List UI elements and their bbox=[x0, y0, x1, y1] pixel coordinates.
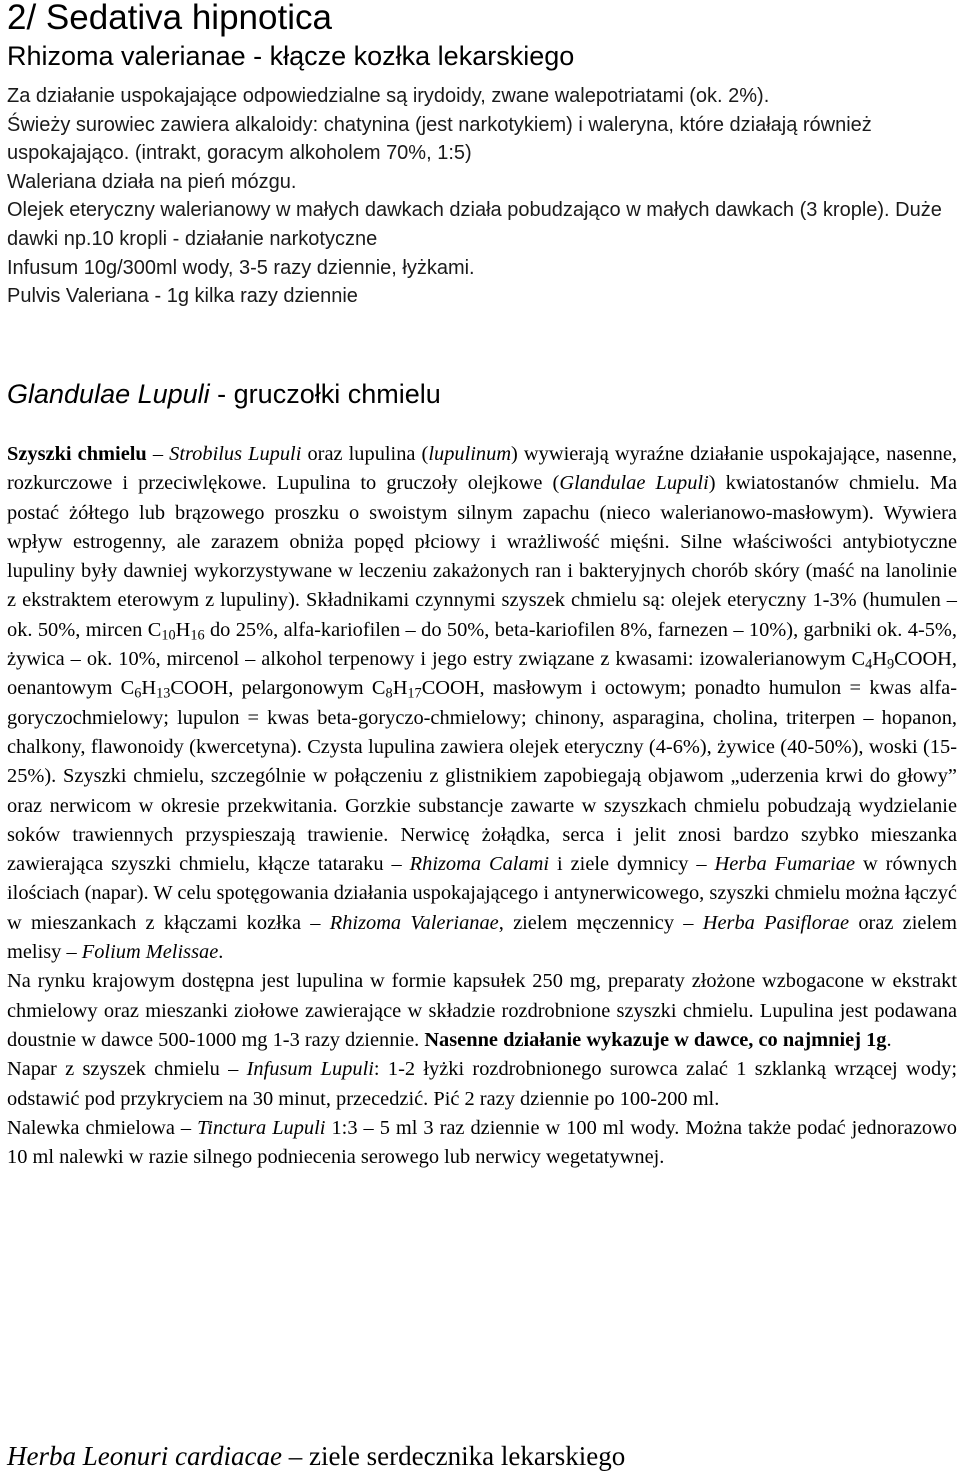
text-run: Szyszki chmielu bbox=[7, 443, 147, 465]
subscript: 6 bbox=[134, 685, 142, 702]
section-heading-valerian: Rhizoma valerianae - kłącze kozłka lekarskiego bbox=[7, 41, 575, 71]
paragraph bbox=[7, 967, 957, 1055]
paragraph: Pulvis Valeriana - 1g kilka razy dziennie bbox=[7, 285, 358, 308]
text-run: w równych ilościach (napar). W celu spotęgowania działania uspokajającego i antynerwicowego, szyszki chmielu można łączyć w mieszankach z kłączami kozłka – bbox=[7, 853, 958, 934]
paragraph bbox=[7, 1055, 957, 1114]
text-run: Rhizoma Calami bbox=[409, 853, 550, 876]
text-run: i ziele dymnicy – bbox=[549, 853, 715, 876]
text-run: Infusum Lupuli bbox=[246, 1058, 374, 1081]
text-run: ) wywierają wyraźne działanie uspokajające, nasenne, rozkurczowe i przeciwlękowe. Lupulina to gruczoły olejkowe ( bbox=[7, 443, 957, 495]
heading-polish-name: - gruczołki chmielu bbox=[209, 379, 441, 409]
text-run: Nalewka chmielowa – bbox=[7, 1116, 198, 1139]
paragraph: Olejek eteryczny walerianowy w małych dawkach działa pobudzająco w małych dawkach (3 krople). Duże dawki np.10 kropli - działanie narkotyczne bbox=[7, 199, 942, 250]
text-run: ) kwiatostanów chmielu. Ma postać żółtego lub brązowego proszku o swoistym silnym zapachu (nieco walerianowo-masłowym). Wywiera wpływ estrogenny, ale zarazem obniża popęd płciowy i wrażliwość mięśni. Silne właściwości antybiotyczne lupuliny były dawniej wykorzystywane w leczeniu zakażonych ran i bakteryjnych chorób skóry (maść na lanolinie z ekstraktem eterowym z lupuliny). Składnikami czynnymi szyszek chmielu są: olejek eteryczny 1-3% (humulen – ok. 50%, mircen C bbox=[7, 472, 958, 641]
heading-latin-name: Glandulae Lupuli bbox=[7, 379, 210, 409]
text-run: Napar z szyszek chmielu – bbox=[7, 1058, 247, 1081]
subscript: 16 bbox=[190, 627, 205, 644]
section-heading-leonuri bbox=[7, 1439, 625, 1473]
paragraph: Infusum 10g/300ml wody, 3-5 razy dziennie, łyżkami. bbox=[7, 256, 475, 279]
paragraph bbox=[7, 1114, 957, 1173]
text-run: , zielem męczennicy – bbox=[498, 911, 703, 934]
text-run: H bbox=[392, 677, 408, 700]
text-run: lupulinum bbox=[428, 443, 512, 465]
text-run: Folium Melissae bbox=[81, 941, 219, 964]
heading-latin-name: Herba Leonuri cardiacae bbox=[7, 1441, 282, 1471]
subscript: 8 bbox=[385, 685, 393, 702]
text-run: H bbox=[175, 618, 191, 641]
paragraph bbox=[7, 440, 957, 967]
text-run: . bbox=[886, 1028, 892, 1051]
text-run: Rhizoma Valerianae bbox=[329, 911, 499, 934]
text-run: Tinctura Lupuli bbox=[197, 1116, 326, 1139]
heading-polish-name: – ziele serdecznika lekarskiego bbox=[281, 1441, 626, 1471]
subscript: 13 bbox=[156, 685, 171, 702]
text-run: Nasenne działanie wykazuje w dawce, co najmniej 1g bbox=[424, 1028, 887, 1051]
paragraph: Świeży surowiec zawiera alkaloidy: chatynina (jest narkotykiem) i waleryna, które działają również uspokajająco. (intrakt, goracym alkoholem 70%, 1:5) bbox=[7, 113, 872, 165]
text-run: Strobilus Lupuli bbox=[169, 443, 302, 465]
paragraph: Waleriana działa na pień mózgu. bbox=[7, 170, 297, 193]
text-run: 1:3 – 5 ml 3 raz dziennie w 100 ml wody. Można także podać jednorazowo 10 ml nalewki w razie silnego podniecenia serowego lub nerwicy wegetatywnej. bbox=[7, 1116, 957, 1169]
text-run: COOH, oenantowym C bbox=[7, 648, 957, 700]
text-run: . bbox=[218, 941, 224, 964]
text-run: oraz zielem melisy – bbox=[7, 911, 958, 964]
lupuli-text bbox=[7, 440, 957, 1172]
subscript: 17 bbox=[407, 685, 422, 702]
text-run: do 25%, alfa-kariofilen – do 50%, beta-kariofilen 8%, farnezen – 10%), garbniki ok. 4-5%, żywica – ok. 10%, mircenol – alkohol terpenowy i jego estry związane z kwasami: izowalerianowym C bbox=[7, 618, 958, 671]
subscript: 4 bbox=[865, 656, 873, 673]
subscript: 9 bbox=[886, 656, 895, 673]
text-run: Na rynku krajowym dostępna jest lupulina w formie kapsułek 250 mg, preparaty złożone wzbogacone w ekstrakt chmielowy oraz mieszanki ziołowe zawierające w składzie rozdrobnione szyszki chmielu. Lupulina jest podawana doustnie w dawce 500-1000 mg 1-3 razy dziennie. bbox=[7, 970, 957, 1051]
text-run: COOH, pelargonowym C bbox=[170, 677, 386, 700]
text-run: H bbox=[141, 677, 157, 700]
text-run: : 1-2 łyżki rozdrobnionego surowca zalać 1 szklanką wrzącej wody; odstawić pod przykryciem na 30 minut, przecedzić. Pić 2 razy dziennie po 100-200 ml. bbox=[7, 1058, 957, 1110]
text-run: oraz lupulina ( bbox=[301, 443, 429, 465]
valerian-text bbox=[7, 82, 957, 311]
text-run: COOH, masłowym i octowym; ponadto humulon = kwas alfa-goryczochmielowy; lupulon = kwas beta-goryczo-chmielowy; chinony, asparagina, cholina, triterpen – hopanon, chalkony, flawonoidy (kwercetyna). Czysta lupulina zawiera olejek eteryczny (4-6%), żywice (40-50%), woski (15-25%). Szyszki chmielu, szczególnie w połączeniu z glistnikiem zapobiegają objawom „uderzenia krwi do głowy” oraz nerwicom w okresie przekwitania. Gorzkie substancje zawarte w szyszkach chmielu pobudzają wydzielanie soków trawiennych przyspieszają trawienie. Nerwicę żołądka, serca i jelit znosi bardzo szybko mieszanka zawierająca szyszki chmielu, kłącze tataraku – bbox=[7, 677, 957, 876]
text-run: – bbox=[146, 443, 170, 465]
text-run: Herba Fumariae bbox=[714, 853, 856, 876]
text-run: H bbox=[872, 648, 887, 671]
page-title: 2/ Sedativa hipnotica bbox=[7, 0, 332, 37]
text-run: Herba Pasiflorae bbox=[702, 911, 850, 934]
section-heading-lupuli bbox=[7, 377, 441, 411]
subscript: 10 bbox=[161, 627, 176, 644]
paragraph: Za działanie uspokajające odpowiedzialne są irydoidy, zwane walepotriatami (ok. 2%). bbox=[7, 85, 770, 107]
text-run: Glandulae Lupuli bbox=[559, 472, 709, 495]
